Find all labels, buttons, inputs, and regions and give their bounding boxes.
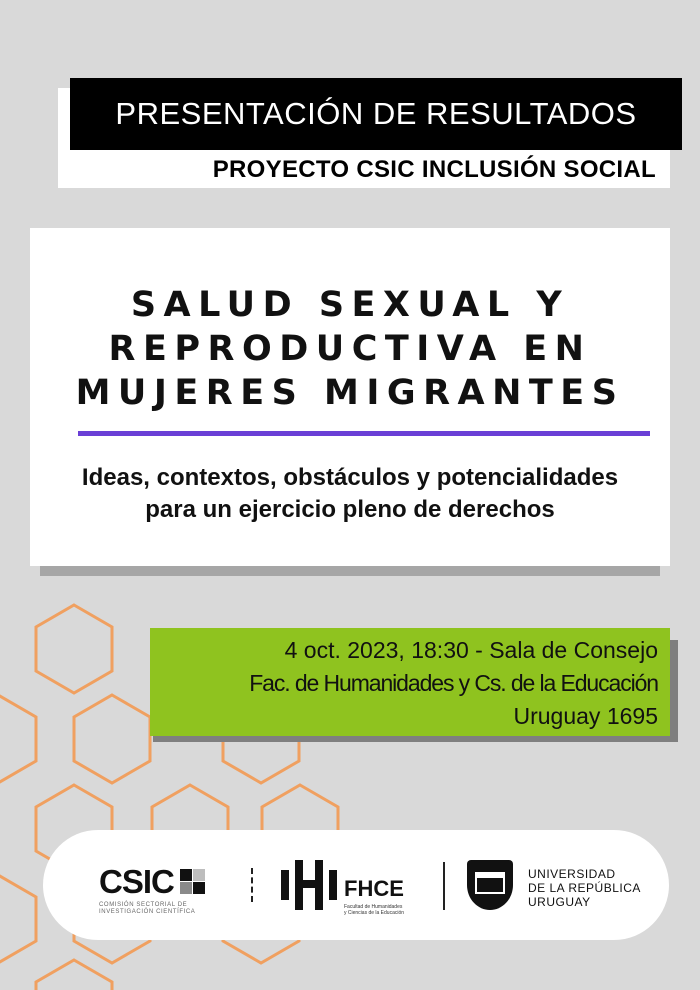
main-title-line: SALUD SEXUAL Y [130,285,570,325]
card-subtitle-line: Ideas, contextos, obstáculos y potencialidades [81,464,619,491]
csic-caption [99,902,206,916]
main-title [30,283,670,415]
logo-separator [443,862,445,910]
udelar-line: URUGUAY [528,895,591,909]
csic-caption-line: COMISIÓN SECTORIAL DE [99,902,188,908]
udelar-line: UNIVERSIDAD [528,867,616,881]
udelar-line: DE LA REPÚBLICA [528,881,641,895]
card-subtitle [30,462,670,526]
hexagon [74,695,150,783]
main-title-line: REPRODUCTIVA EN [108,329,592,369]
logos-strip [43,830,669,940]
card-subtitle-line: para un ejercicio pleno de derechos [145,496,555,523]
hexagon [36,605,112,693]
title-card [30,228,670,566]
csic-caption-line: INVESTIGACIÓN CIENTÍFICA [99,909,196,915]
event-date-time: 4 oct. 2023, 18:30 - Sala de Consejo [284,637,658,663]
header-title-banner [70,78,682,150]
event-info-block [150,628,670,736]
accent-divider [78,431,650,436]
event-venue: Fac. de Humanidades y Cs. de la Educación [249,670,658,696]
fhce-logo-text: FHCE [344,876,404,901]
event-address: Uruguay 1695 [513,703,658,729]
hexagon [0,875,36,963]
header-subtitle: PROYECTO CSIC INCLUSIÓN SOCIAL [212,156,656,183]
fhce-mark-icon [281,860,337,910]
udelar-logo-text [528,867,641,909]
fhce-caption-line: Facultad de Humanidades [344,904,403,910]
logo-separator [251,868,253,902]
main-title-line: MUJERES MIGRANTES [75,373,625,413]
csic-mark-icon [180,869,206,895]
csic-logo-text: CSIC [99,863,174,900]
fhce-caption-line: y Ciencias de la Educación [344,910,405,916]
fhce-caption [344,904,404,916]
hexagon [36,960,112,990]
csic-logo [99,863,206,916]
university-seal-icon [467,860,513,910]
header-title: PRESENTACIÓN DE RESULTADOS [115,96,637,131]
hexagon [0,695,36,783]
